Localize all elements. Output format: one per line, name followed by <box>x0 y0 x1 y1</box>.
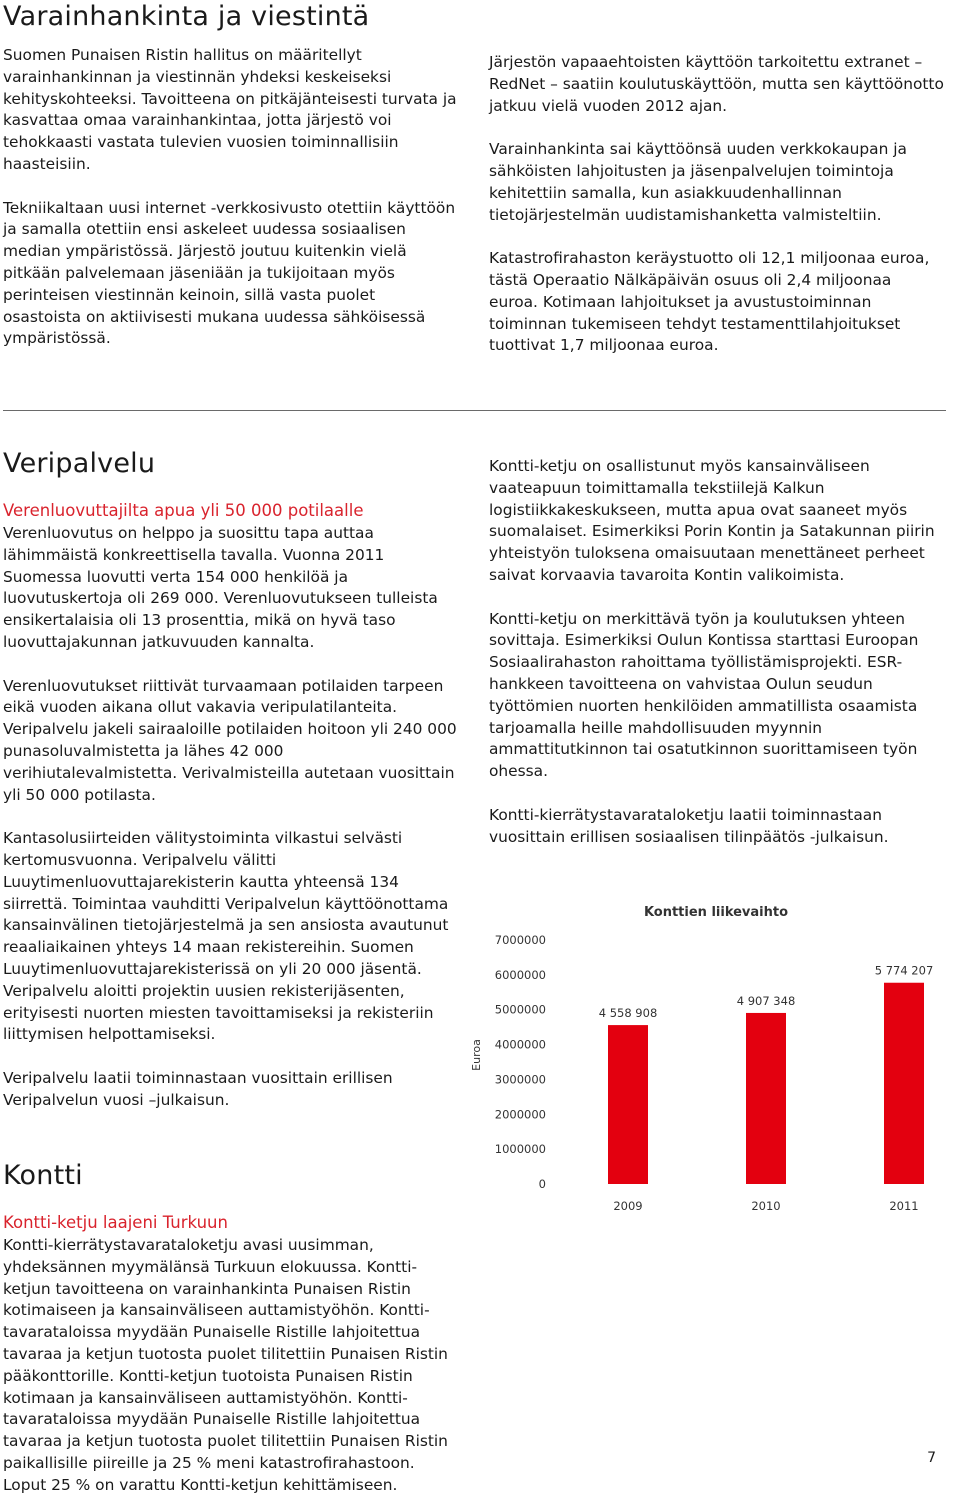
y-tick-label: 7000000 <box>494 933 546 947</box>
y-tick-label: 6000000 <box>494 967 546 982</box>
section-title-varainhankinta: Varainhankinta ja viestintä <box>3 1 370 32</box>
bar-value-label: 5 774 207 <box>874 963 934 978</box>
subtitle-kontti: Kontti-ketju laajeni Turkuun <box>3 1213 228 1232</box>
paragraph: Verenluovutukset riittivät turvaamaan potilaiden tarpeen eikä vuoden aikana ollut vakavia veripulatilanteita. Veripalvelu jakeli sairaaloille potilaiden hoitoon yli 240 000 punasoluvalmistetta ja lähes 42 000 verihiutalevalmistetta. Verivalmisteilla autetaan vuosittain yli 50 000 potilasta. <box>3 676 457 804</box>
kontti-right-column <box>489 456 944 848</box>
bar-value-label: 4 558 908 <box>598 1006 658 1021</box>
paragraph: Kontti-ketju on osallistunut myös kansainväliseen vaateapuun toimittamalla tekstiilejä Kalkun logistiikkakeskukseen, mutta apua ovat saaneet myös suomalaiset. Esimerkiksi Porin Kontin ja Satakunnan piirin yhteistyön tuloksena omaisuutaan menettäneet perheet saivat korvaavia tavaroita Kontin valikoimista. <box>489 457 935 584</box>
paragraph: Kontti-ketju on merkittävä työn ja koulutuksen yhteen sovittaja. Esimerkiksi Oulun Kontissa starttasi Euroopan Sosiaalirahaston rahoittama työllistämisprojekti. ESR-hankkeen tavoitteena on vahvistaa Oulun seudun työttömien nuorten henkilöiden ammatillista osaamista tarjoamalla heille mahdollisuuden myynnin ammattitutkinnon tai osatutkinnon suorittamiseen työn ohessa. <box>489 609 919 781</box>
paragraph: Suomen Punaisen Ristin hallitus on määritellyt varainhankinnan ja viestinnän yhdeksi keskeiseksi kehityskohteeksi. Tavoitteena on pitkäjänteisesti turvata ja kasvattaa omaa varainhankintaa, jotta järjestö voi tehokkaasti vastata tulevien vuosien toiminnallisiin haasteisiin. <box>3 46 457 173</box>
paragraph: Kantasolusiirteiden välitystoiminta vilkastui selvästi kertomusvuonna. Veripalvelu välitti Luuytimenluovuttajarekisterin kautta yhteensä 134 siirrettä. Toimintaa vauhditti Veripalvelun käyttöönottama kansainvälinen tietojärjestelmä ja sen ansiosta avautunut reaaliaikainen yhteys 14 maan rekistereihin. Suomen Luuytimenluovuttajarekisterissä on yli 20 000 jäsentä. Veripalvelu aloitti projektin uusien rekisterijäsenten, erityisesti nuorten miesten tavoittamiseksi ja rekisteriin liittymisen helpottamiseksi. <box>3 829 449 1044</box>
paragraph: Verenluovutus on helppo ja suosittu tapa auttaa lähimmäistä konkreettisella tavalla. Vuonna 2011 Suomessa luovutti verta 154 000 henkilöä ja luovutuskertoja oli 269 000. Verenluovutukseen tulleista ensikertalaisia oli 13 prosenttia, mikä on hyvä taso luovuttajakunnan jatkuvuuden kannalta. <box>3 524 438 651</box>
veripalvelu-column <box>3 523 458 1112</box>
paragraph: Tekniikaltaan uusi internet -verkkosivusto otettiin käyttöön ja samalla otettiin ensi askeleet uudessa sosiaalisen median ympäristössä. Järjestö joutuu kuitenkin vielä pitkään palvelemaan jäseniään ja tukijoitaan myös perinteisen viestinnän keinoin, sillä vasta puolet osastoista on aktiivisesti mukana uudessa sähköisessä ympäristössä. <box>3 198 456 348</box>
y-tick-label: 1000000 <box>494 1142 546 1157</box>
y-tick-label: 5000000 <box>494 1002 546 1017</box>
paragraph: Varainhankinta sai käyttöönsä uuden verkkokaupan ja sähköisten lahjoitusten ja jäsenpalvelujen toimintoja kehitettiin samalla, kun asiakkuudenhallinnan tietojärjestelmän uudistamishanketta valmisteltiin. <box>489 140 907 224</box>
paragraph: Veripalvelu laatii toiminnastaan vuosittain erillisen Veripalvelun vuosi –julkaisun. <box>3 1068 393 1109</box>
y-tick-label: 2000000 <box>494 1107 546 1122</box>
y-tick-label: 4000000 <box>494 1037 546 1052</box>
section1-left-column <box>3 45 458 350</box>
bar-value-label: 4 907 348 <box>736 993 796 1008</box>
chart-y-axis-label: Euroa <box>470 1039 483 1071</box>
paragraph: Katastrofirahaston keräystuotto oli 12,1 miljoonaa euroa, tästä Operaatio Nälkäpäivän osuus oli 2,4 miljoonaa euroa. Kotimaan lahjoitukset ja avustustoiminnan toiminnan tukemiseen tehdyt testamenttilahjoitukset tuottivat 1,7 miljoonaa euroa. <box>489 249 930 355</box>
kontti-left-column <box>3 1235 458 1497</box>
bar-2009 <box>608 1025 648 1184</box>
revenue-bar-chart <box>462 890 960 1220</box>
subtitle-veripalvelu: Verenluovuttajilta apua yli 50 000 potilaalle <box>3 501 364 520</box>
section-title-veripalvelu: Veripalvelu <box>3 448 156 479</box>
x-tick-label: 2011 <box>889 1199 919 1213</box>
section1-right-column <box>489 52 944 357</box>
x-tick-label: 2010 <box>751 1199 781 1213</box>
bar-2010 <box>746 1013 786 1184</box>
paragraph: Kontti-kierrätystavarataloketju laatii toiminnastaan vuosittain erillisen sosiaalisen tilinpäätös -julkaisun. <box>489 805 889 846</box>
section-divider <box>3 410 946 411</box>
x-tick-label: 2009 <box>613 1199 643 1213</box>
paragraph: Kontti-kierrätystavarataloketju avasi uusimman, yhdeksännen myymälänsä Turkuun elokuussa. Kontti-ketjun tavoitteena on varainhankinta Punaisen Ristin kotimaiseen ja kansainväliseen auttamistyöhön. Kontti-tavarataloissa myydään Punaiselle Ristille lahjoitettua tavaraa ja ketjun tuotosta puolet tilitettiin Punaisen Ristin pääkonttorille. Kontti-ketjun tuotoista Punaisen Ristin kotimaan ja kansainväliseen auttamistyöhön. Kontti-tavarataloissa myydään Punaiselle Ristille lahjoitettua tavaraa ja ketjun tuotosta puolet tilitettiin Punaisen Ristin paikallisille piireille ja 25 % meni katastrofirahastoon. Loput 25 % on varattu Kontti-ketjun kehittämiseen. <box>3 1236 448 1494</box>
chart-title: Konttien liikevaihto <box>643 905 789 920</box>
section-title-kontti: Kontti <box>3 1160 83 1191</box>
y-tick-label: 3000000 <box>494 1072 546 1087</box>
paragraph: Järjestön vapaaehtoisten käyttöön tarkoitettu extranet – RedNet – saatiin koulutuskäyttöön, mutta sen käyttöönotto jatkuu vielä vuoden 2012 ajan. <box>489 53 944 115</box>
bar-2011 <box>884 983 924 1184</box>
y-tick-label: 0 <box>538 1177 546 1191</box>
page-number: 7 <box>927 1450 936 1466</box>
